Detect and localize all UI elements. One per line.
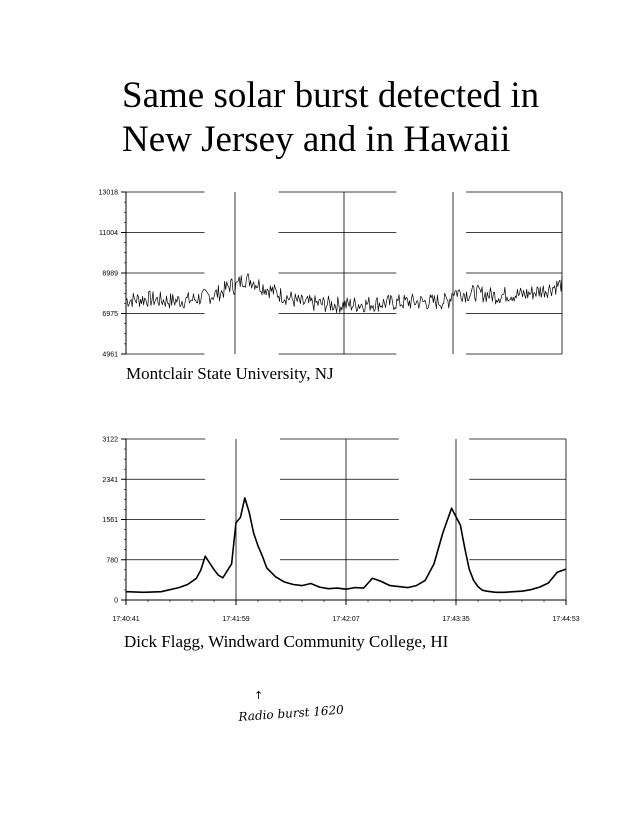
bottom-chart-caption: Dick Flagg, Windward Community College, HI	[124, 632, 449, 651]
note-arrow-icon: ↑	[254, 689, 264, 702]
y-tick-label: 8989	[102, 270, 118, 278]
x-tick-label: 17:41:59	[222, 616, 250, 623]
y-tick-label: 0	[114, 597, 118, 605]
x-tick-label: 17:43:35	[442, 616, 470, 623]
title-line-1: Same solar burst detected in	[122, 75, 540, 116]
y-tick-label: 4961	[102, 351, 118, 359]
x-tick-label: 17:42:07	[332, 616, 360, 623]
y-tick-label: 780	[106, 557, 118, 565]
handwritten-note: Radio burst 1620	[238, 702, 345, 724]
y-tick-label: 11004	[99, 230, 118, 237]
x-tick-label: 17:40:41	[112, 616, 140, 623]
y-tick-label: 2341	[102, 476, 118, 484]
y-tick-label: 13018	[98, 189, 118, 197]
y-tick-label: 1561	[102, 517, 118, 524]
x-tick-label: 17:44:53	[552, 616, 580, 623]
y-tick-label: 3122	[102, 436, 118, 444]
y-tick-label: 6975	[102, 311, 118, 318]
title-line-2: New Jersey and in Hawaii	[122, 119, 511, 160]
top-chart-caption: Montclair State University, NJ	[126, 364, 334, 383]
